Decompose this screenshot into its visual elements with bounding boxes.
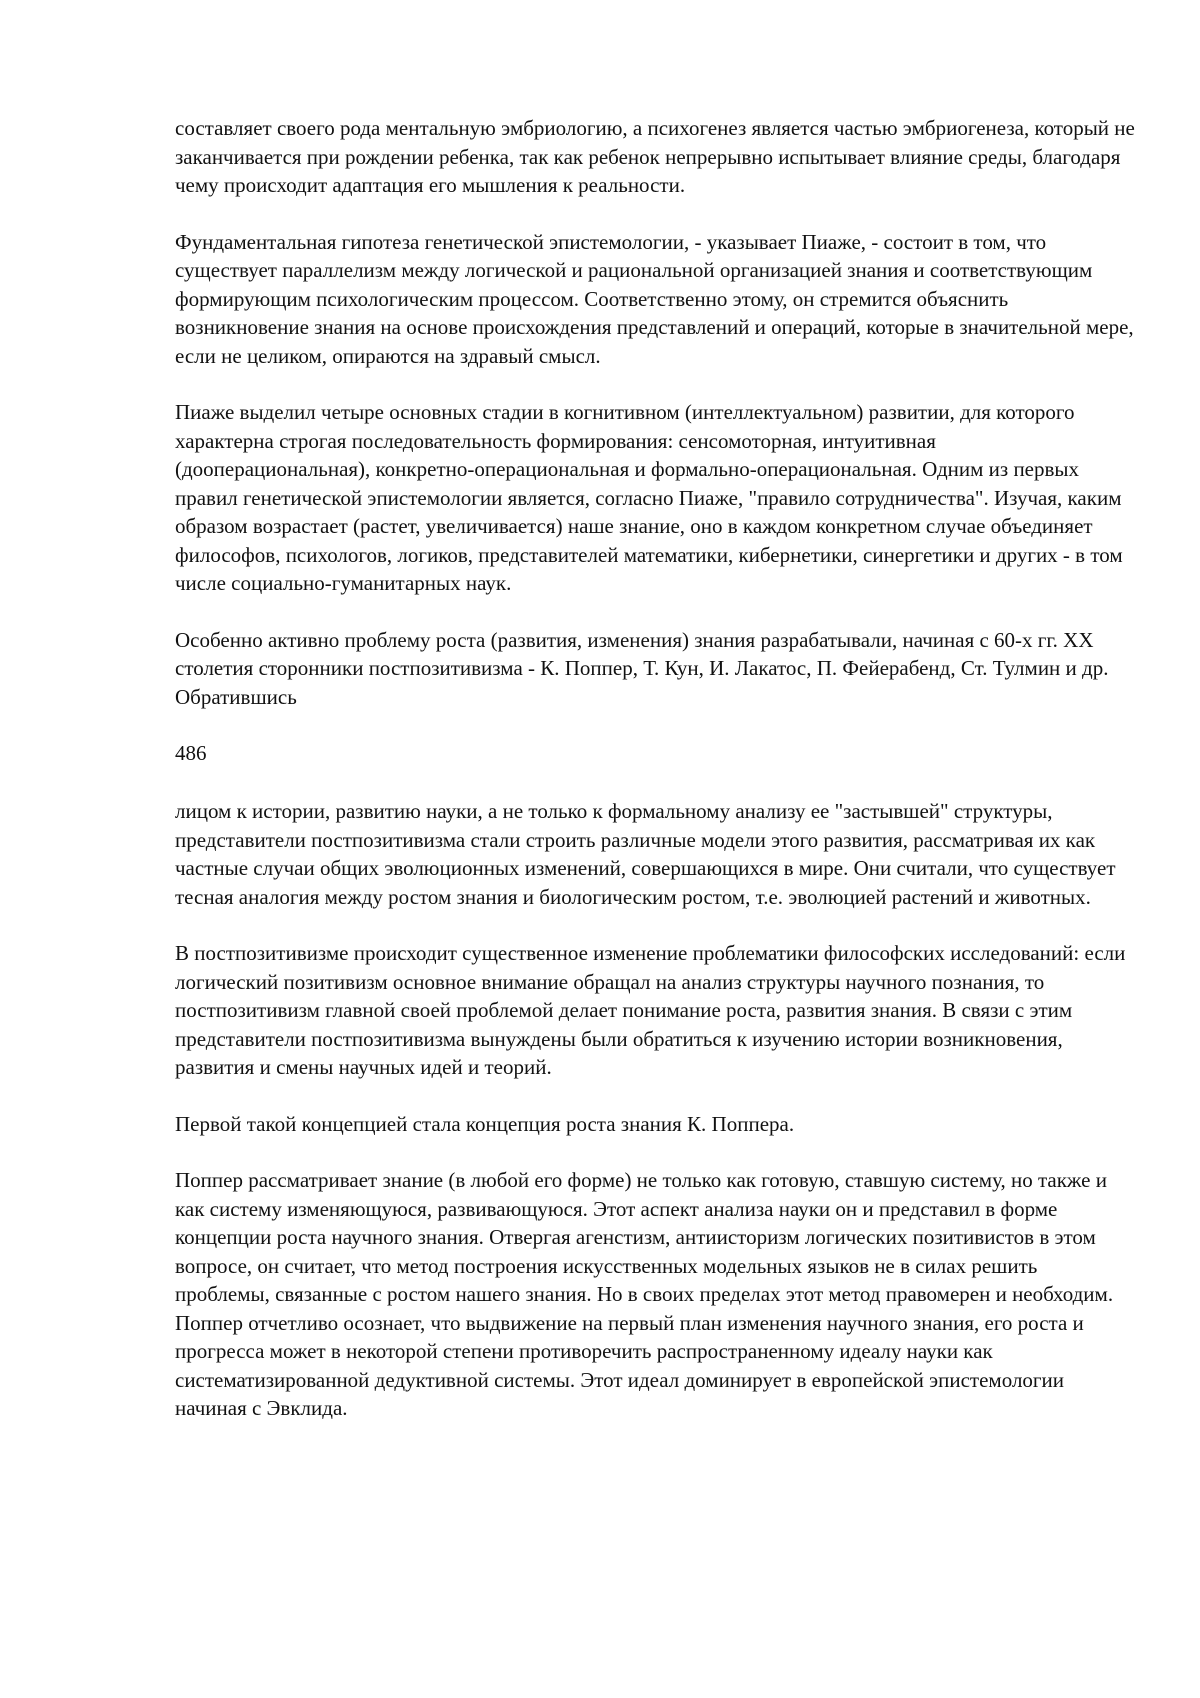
- text-column: [175, 114, 1135, 1451]
- page-number: 486: [175, 741, 207, 765]
- paragraph: Пиаже выделил четыре основных стадии в когнитивном (интеллектуальном) развитии, для которого характерна строгая последовательность формирования: сенсомоторная, интуитивная (дооперациональная), конкретно-операциональная и формально-операциональная. Одним из первых правил генетической эпистемологии является, согласно Пиаже, "правило сотрудничества". Изучая, каким образом возрастает (растет, увеличивается) наше знание, оно в каждом конкретном случае объединяет философов, психологов, логиков, представителей математики, кибернетики, синергетики и других - в том числе социально-гуманитарных наук.: [175, 400, 1123, 595]
- paragraph: составляет своего рода ментальную эмбриологию, а психогенез является частью эмбриогенеза, который не заканчивается при рождении ребенка, так как ребенок непрерывно испытывает влияние среды, благодаря чему происходит адаптация его мышления к реальности.: [175, 116, 1135, 197]
- paragraph: Первой такой концепцией стала концепция роста знания К. Поппера.: [175, 1111, 795, 1136]
- paragraph: Особенно активно проблему роста (развития, изменения) знания разрабатывали, начиная с 60-х гг. XX столетия сторонники постпозитивизма - К. Поппер, Т. Кун, И. Лакатос, П. Фейерабенд, Ст. Тулмин и др. Обратившись: [175, 627, 1109, 709]
- paragraph: Поппер рассматривает знание (в любой его форме) не только как готовую, ставшую систему, но также и как систему изменяющуюся, развивающуюся. Этот аспект анализа науки он и представил в форме концепции роста научного знания. Отвергая агенстизм, антиисторизм логических позитивистов в этом вопросе, он считает, что метод построения искусственных модельных языков не в силах решить проблемы, связанные с ростом нашего знания. Но в своих пределах этот метод правомерен и необходим. Поппер отчетливо осознает, что выдвижение на первый план изменения научного знания, его роста и прогресса может в некоторой степени противоречить распространенному идеалу науки как систематизированной дедуктивной системы. Этот идеал доминирует в европейской эпистемологии начиная с Эвклида.: [175, 1168, 1114, 1420]
- paragraph: В постпозитивизме происходит существенное изменение проблематики философских исследований: если логический позитивизм основное внимание обращал на анализ структуры научного познания, то постпозитивизм главной своей проблемой делает понимание роста, развития знания. В связи с этим представители постпозитивизма вынуждены были обратиться к изучению истории возникновения, развития и смены научных идей и теорий.: [175, 941, 1126, 1079]
- paragraph: лицом к истории, развитию науки, а не только к формальному анализу ее "застывшей" структуры, представители постпозитивизма стали строить различные модели этого развития, рассматривая их как частные случаи общих эволюционных изменений, совершающихся в мире. Они считали, что существует тесная аналогия между ростом знания и биологическим ростом, т.е. эволюцией растений и животных.: [175, 799, 1116, 909]
- paragraph: Фундаментальная гипотеза генетической эпистемологии, - указывает Пиаже, - состоит в том, что существует параллелизм между логической и рациональной организацией знания и соответствующим формирующим психологическим процессом. Соответственно этому, он стремится объяснить возникновение знания на основе происхождения представлений и операций, которые в значительной мере, если не целиком, опираются на здравый смысл.: [175, 229, 1134, 368]
